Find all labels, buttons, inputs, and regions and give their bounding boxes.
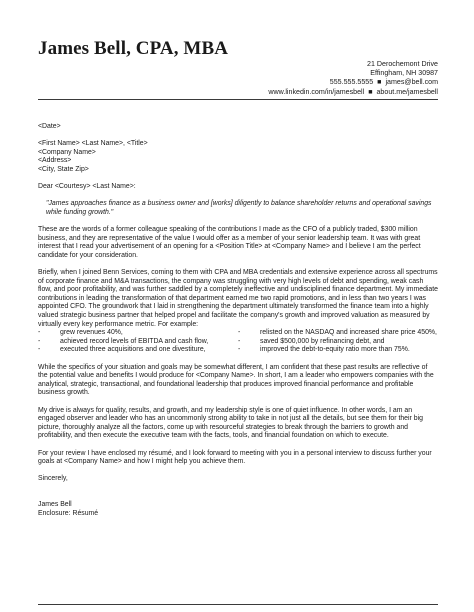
- list-item: - improved the debt-to-equity ratio more than 75%.: [238, 346, 410, 354]
- paragraph-intro: These are the words of a former colleague speaking of the contributions I made as the CFO of a publicly traded, $300 million business, and they are representative of the value I would offer as a member of your senior leadership team. It was with great interest that I read your advertisement of an opening for a <Position Title> at <Company Name> and I believe I am the perfect candidate for your consideration.: [38, 226, 421, 259]
- salutation: Dear <Courtesy> <Last Name>:: [38, 183, 136, 191]
- about-me-url: about.me/jamesbell: [376, 87, 438, 96]
- list-item: - achieved record levels of EBITDA and cash flow,: [38, 337, 209, 345]
- list-item: - executed three acquisitions and one divestiture,: [38, 346, 206, 354]
- list-item: - grew revenues 40%,: [38, 329, 123, 337]
- web-links-line: [268, 88, 438, 97]
- enclosure-note: Enclosure: Résumé: [38, 509, 99, 517]
- recipient-address: <Address>: [38, 157, 72, 165]
- paragraph-experience: Briefly, when I joined Benn Services, coming to them with CPA and MBA credentials and extensive experience across all spectrums of corporate finance and M&A transactions, the company was struggling with very high levels of debt and spending, weak cash flow, and poor profitability, and was further saddled by a completely ineffective and undisciplined finance department. My immediate contributions in leading the transformation of that department earned me two rapid promotions, and in less than two years I was appointed CFO. The groundwork that I laid in strengthening the department ultimately transformed the finance team into a highly valued strategic business partner that helped propel and facilitate the company's growth and improved valuation as measured by virtually every key performance metric. For example:: [38, 269, 439, 328]
- recipient-company: <Company Name>: [38, 148, 96, 156]
- signature-name: James Bell: [38, 501, 72, 509]
- paragraph-leadership: My drive is always for quality, results, and growth, and my leadership style is one of quiet influence. In other words, I am an engaged observer and leader who has an uncommonly strong ability to take in not just all the details, but see them for their big picture, thoroughly analyze all the factors, come up with resourceful strategies to break through the barriers to growth and profitability, and then execute the executive team with the facts, tools, and financial foundation on which to execute.: [38, 406, 423, 440]
- list-item: - relisted on the NASDAQ and increased share price 450%,: [238, 329, 437, 337]
- square-bullet-icon: ■: [377, 78, 382, 87]
- address-line-2: Effingham, NH 30987: [370, 69, 438, 78]
- complimentary-close: Sincerely,: [38, 475, 68, 483]
- recipient-city-state-zip: <City, State Zip>: [38, 165, 89, 173]
- address-line-1: 21 Derochemont Drive: [367, 60, 438, 68]
- letter-date: <Date>: [38, 123, 61, 130]
- phone-email-line: [268, 78, 438, 87]
- testimonial-quote: "James approaches finance as a business owner and [works] diligently to balance shareholder returns and operational savings while funding growth.": [46, 200, 432, 216]
- recipient-name-title: <First Name> <Last Name>, <Title>: [38, 140, 148, 148]
- achievements-right-column: [238, 329, 438, 355]
- phone: 555.555.5555: [329, 78, 374, 87]
- sender-name: James Bell, CPA, MBA: [38, 38, 229, 59]
- email: james@bell.com: [385, 78, 438, 87]
- achievements-list: [38, 329, 438, 355]
- square-bullet-icon: ■: [368, 87, 373, 96]
- achievements-left-column: [38, 329, 238, 355]
- linkedin-url: www.linkedin.com/in/jamesbell: [268, 87, 365, 96]
- letter-body: [38, 123, 438, 518]
- paragraph-closing: For your review I have enclosed my résumé, and I look forward to meeting with you in a personal interview to discuss further your goals at <Company Name> and how I might help you achieve them.: [38, 449, 432, 466]
- footer-divider: [38, 604, 438, 605]
- list-item: - saved $500,000 by refinancing debt, and: [238, 337, 385, 345]
- paragraph-value: While the specifics of your situation and goals may be somewhat different, I am confident that these past results are reflective of the potential value and benefits I would produce for <Company Name>. In short, I am a leader who empowers companies with the analytical, strategic, transactional, and foundational leadership that produces improved financial performance and profitable business growth.: [38, 363, 434, 397]
- header-divider: [38, 99, 438, 100]
- contact-block: [268, 60, 438, 97]
